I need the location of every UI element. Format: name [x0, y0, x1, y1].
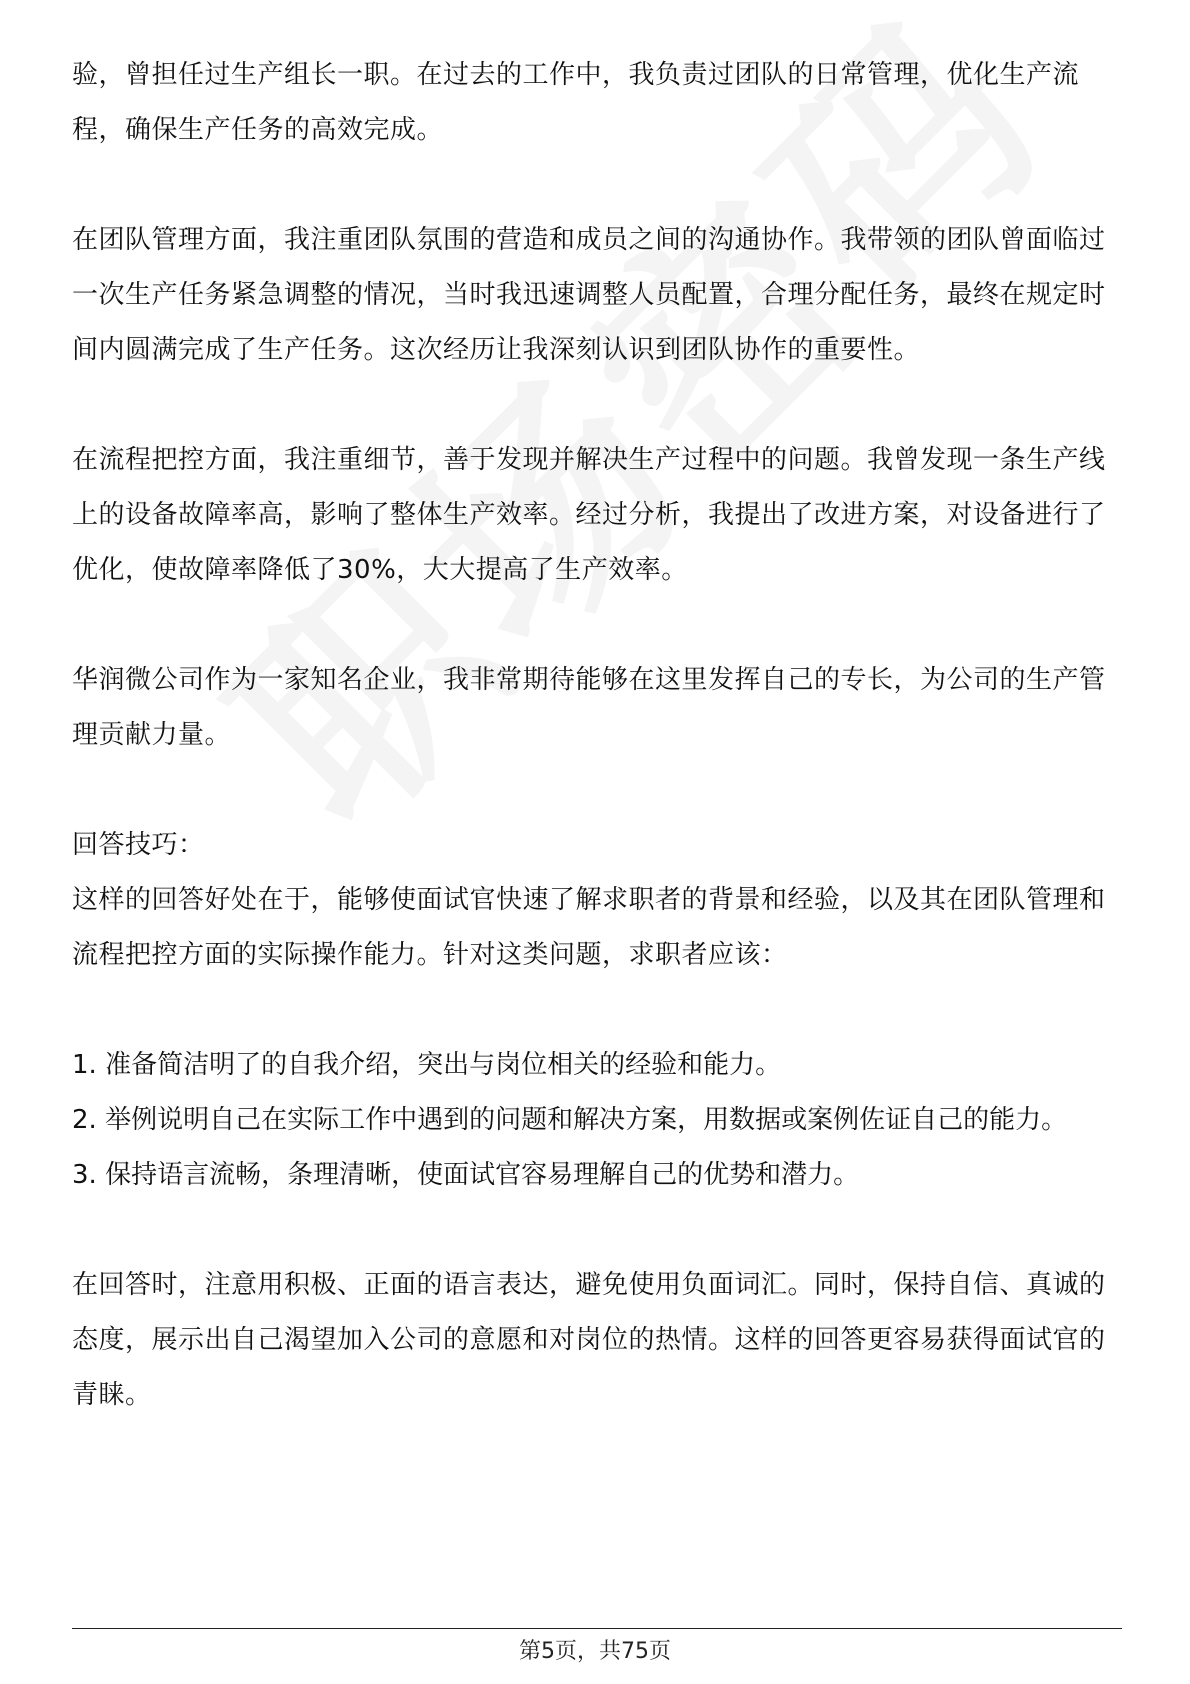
tips-intro: 这样的回答好处在于，能够使面试官快速了解求职者的背景和经验，以及其在团队管理和流程把控方面的实际操作能力。针对这类问题，求职者应该：	[72, 885, 1106, 970]
paragraph-team-management: 在团队管理方面，我注重团队氛围的营造和成员之间的沟通协作。我带领的团队曾面临过一次生产任务紧急调整的情况，当时我迅速调整人员配置，合理分配任务，最终在规定时间内圆满完成了生产任务。这次经历让我深刻认识到团队协作的重要性。	[72, 225, 1106, 365]
list-item: 2. 举例说明自己在实际工作中遇到的问题和解决方案，用数据或案例佐证自己的能力。	[72, 1105, 1068, 1135]
page-number: 第5页，共75页	[519, 1639, 671, 1664]
tips-list	[72, 1038, 1122, 1203]
paragraph-experience: 验，曾担任过生产组长一职。在过去的工作中，我负责过团队的日常管理，优化生产流程，确保生产任务的高效完成。	[72, 60, 1080, 145]
tips-heading: 回答技巧：	[72, 830, 205, 860]
footer-divider	[72, 1628, 1122, 1629]
tips-closing: 在回答时，注意用积极、正面的语言表达，避免使用负面词汇。同时，保持自信、真诚的态度，展示出自己渴望加入公司的意愿和对岗位的热情。这样的回答更容易获得面试官的青睐。	[72, 1270, 1106, 1410]
list-item: 3. 保持语言流畅，条理清晰，使面试官容易理解自己的优势和潜力。	[72, 1160, 860, 1190]
list-item: 1. 准备简洁明了的自我介绍，突出与岗位相关的经验和能力。	[72, 1050, 782, 1080]
paragraph-process-control: 在流程把控方面，我注重细节，善于发现并解决生产过程中的问题。我曾发现一条生产线上的设备故障率高，影响了整体生产效率。经过分析，我提出了改进方案，对设备进行了优化，使故障率降低了30%，大大提高了生产效率。	[72, 445, 1106, 585]
paragraph-company-expectation: 华润微公司作为一家知名企业，我非常期待能够在这里发挥自己的专长，为公司的生产管理贡献力量。	[72, 665, 1106, 750]
document-body	[72, 48, 1122, 1423]
